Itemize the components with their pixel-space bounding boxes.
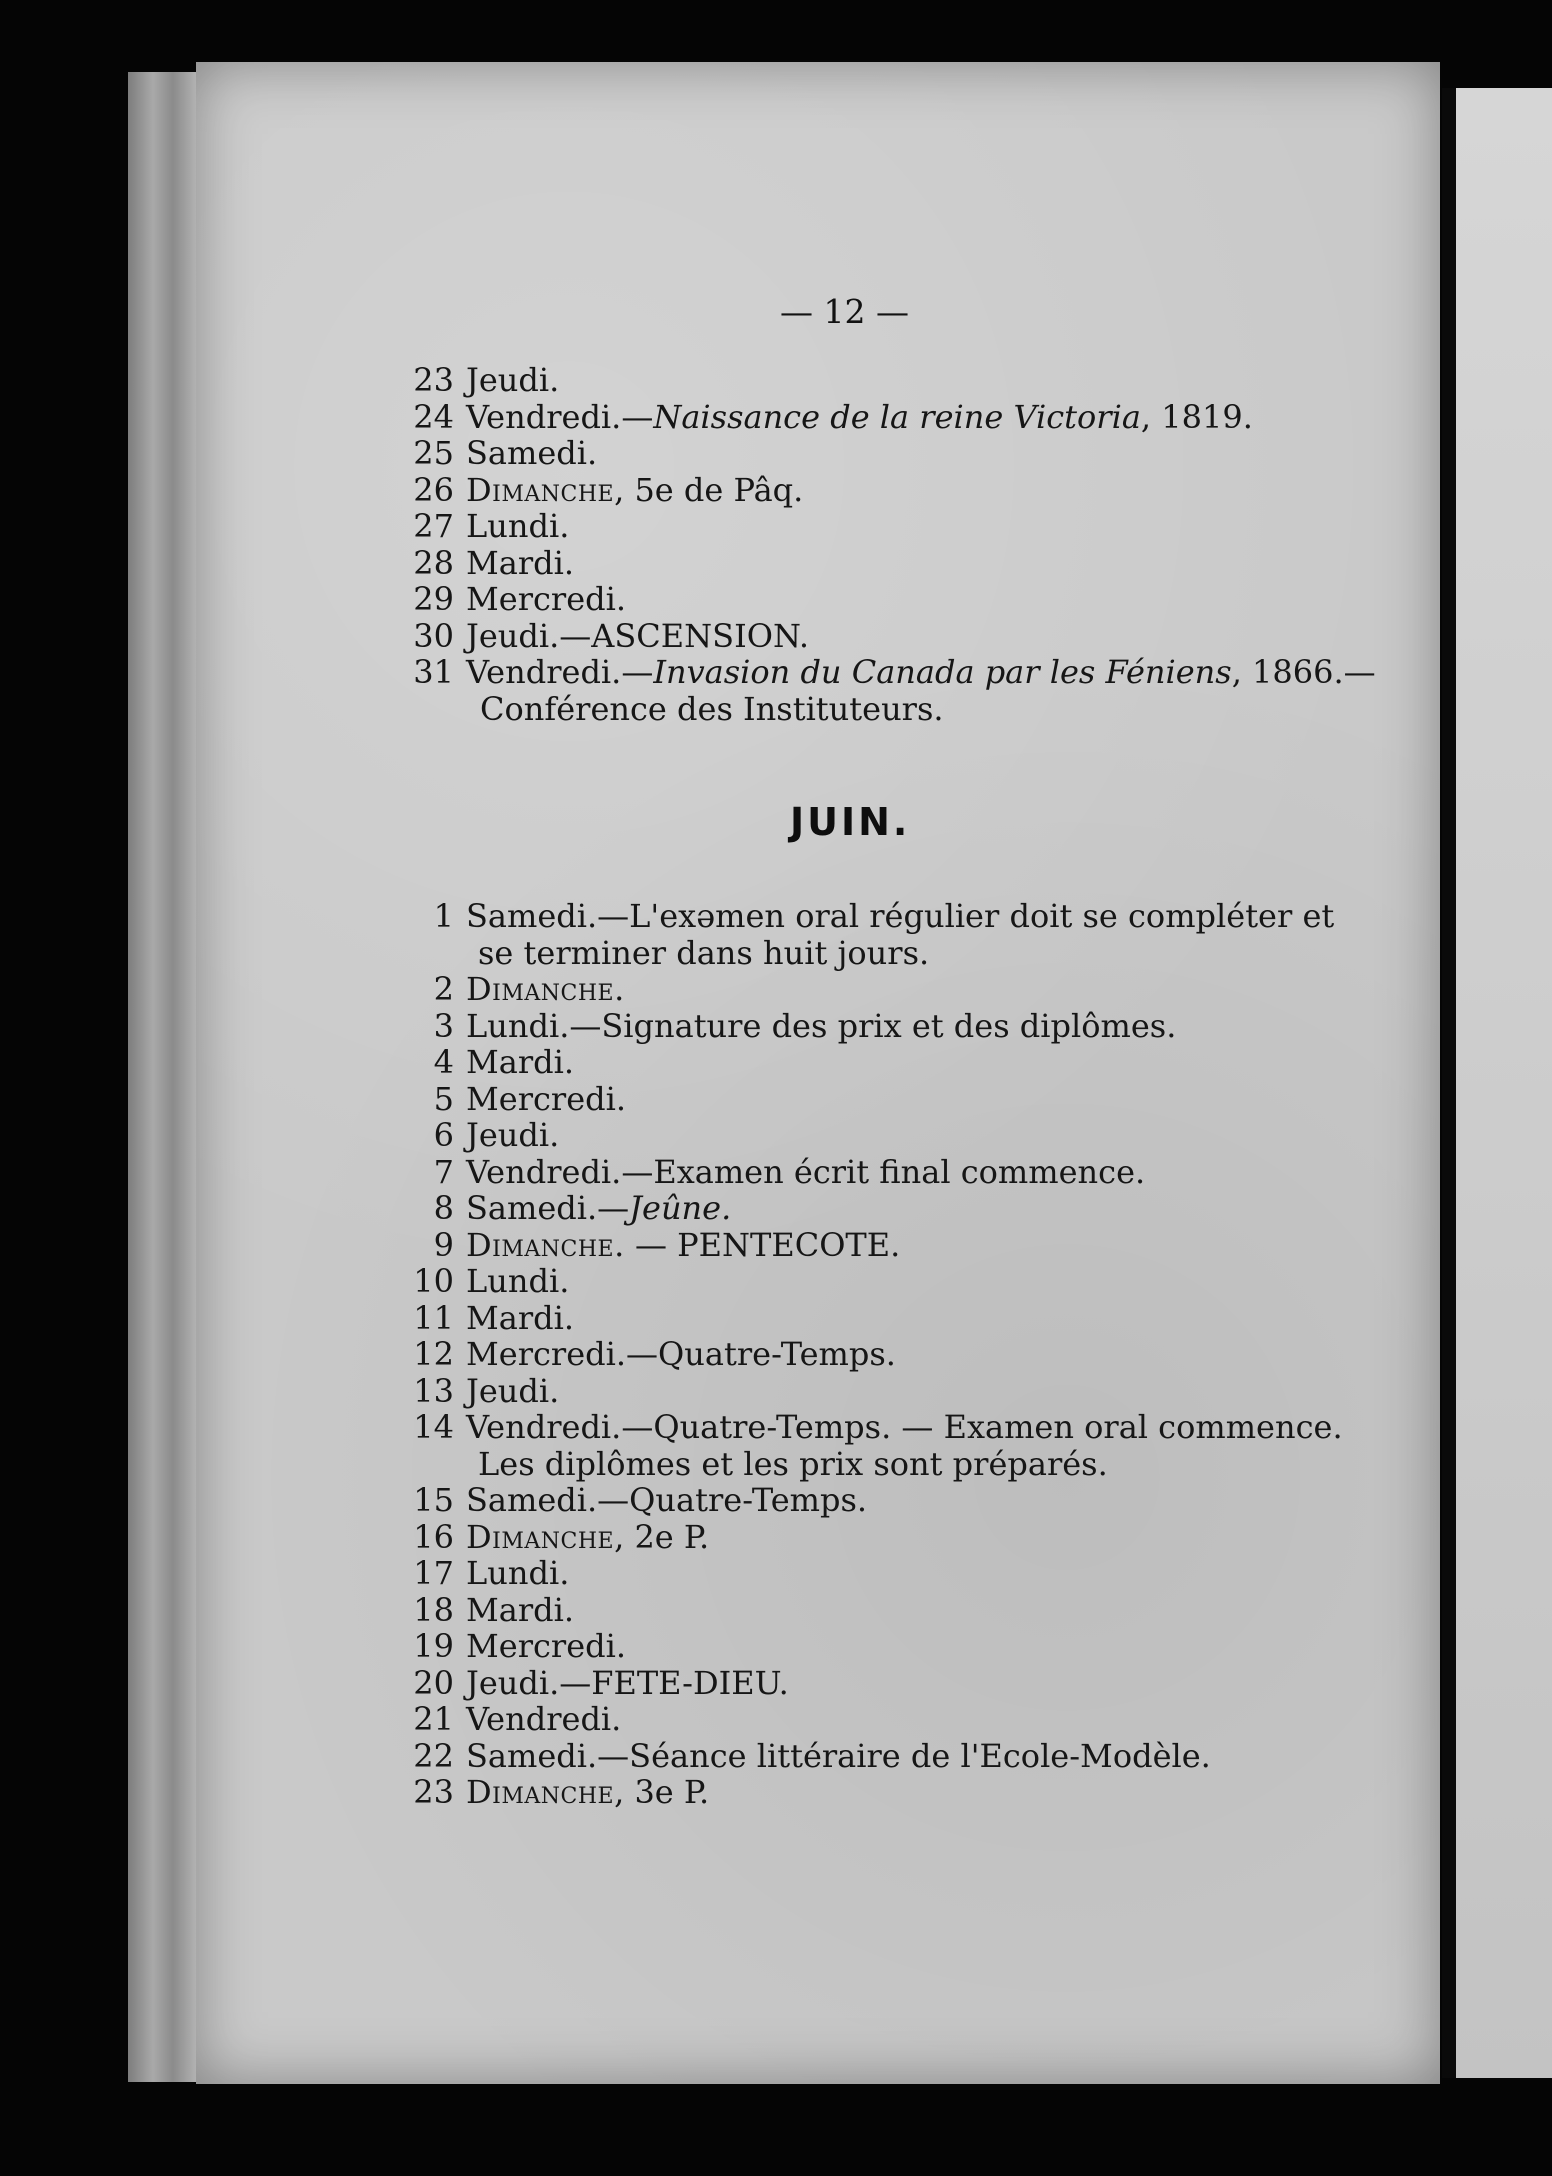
weekday-name: Lundi. [466,1554,570,1592]
entry-note: Invasion du Canada par les Féniens [653,653,1232,691]
day-number: 11 [413,1298,454,1337]
entry-text: , 2e P. [614,1517,710,1556]
entry-continuation: Conférence des Instituteurs. [480,689,944,728]
calendar-entry [398,1663,789,1703]
weekday-name: Mardi. [466,1298,575,1337]
weekday-name: Vendredi. [466,1408,622,1446]
day-number: 24 [413,397,454,436]
entry-text: , 5e de Pâq. [614,470,804,509]
day-number: 28 [413,543,454,582]
calendar-entry [398,1152,1145,1192]
weekday-name: Dimanche. [466,970,625,1008]
weekday-name: Jeudi. [466,1371,560,1410]
entry-text: —L'exəmen oral régulier doit se compléter et [597,897,1335,935]
weekday-name: Vendredi. [466,1700,622,1738]
weekday-name: Dimanche [466,1773,615,1811]
calendar-entry [398,1298,574,1338]
page-gutter-rule [1442,88,1456,2078]
weekday-name: Vendredi. [466,653,622,691]
weekday-name: Dimanche [466,470,615,509]
day-number: 19 [413,1627,454,1665]
day-number: 20 [413,1663,454,1702]
day-number: 1 [433,897,454,935]
day-number: 30 [413,616,454,655]
calendar-entry [398,1006,1176,1046]
calendar-entry [398,433,597,473]
calendar-entry [398,1334,896,1374]
weekday-name: Mardi. [466,1043,575,1081]
calendar-entry [398,1115,559,1155]
calendar-entry [398,470,803,510]
entry-text-after: , 1819. [1140,397,1253,436]
weekday-name: Samedi. [466,1736,598,1775]
day-number: 14 [413,1408,454,1446]
calendar-entry [398,652,1376,692]
entry-text: — PENTECOTE. [624,1225,901,1264]
entry-continuation: Les diplômes et les prix sont préparés. [478,1444,1108,1483]
day-number: 7 [433,1152,454,1191]
weekday-name: Mardi. [466,543,575,582]
calendar-entry [398,1736,1211,1776]
day-number: 3 [433,1006,454,1045]
entry-text: , 3e P. [614,1773,710,1811]
calendar-entry [398,1188,731,1228]
day-number: 18 [413,1590,454,1629]
day-number: 15 [413,1481,454,1519]
calendar-entry [398,1407,1343,1447]
entry-text: —FETE-DIEU. [559,1663,789,1702]
weekday-name: Lundi. [466,1262,570,1300]
weekday-name: Lundi. [466,507,570,545]
entry-note: Naissance de la reine Victoria [653,397,1141,436]
calendar-entry [398,1590,574,1630]
calendar-entry [398,1371,559,1411]
entry-continuation: se terminer dans huit jours. [478,933,930,972]
day-number: 25 [413,434,454,472]
day-number: 16 [413,1517,454,1556]
day-number: 21 [413,1700,454,1738]
weekday-name: Mercredi. [466,1079,627,1118]
calendar-entry [398,506,569,546]
calendar-entry [398,543,574,583]
calendar-entry [398,1699,621,1739]
entry-text: — [597,1189,630,1227]
month-heading: JUIN. [790,800,911,844]
calendar-entry [398,1553,569,1593]
day-number: 6 [433,1116,454,1154]
weekday-name: Mercredi. [466,580,627,618]
weekday-name: Vendredi. [466,1152,622,1191]
calendar-entry [398,360,559,400]
weekday-name: Jeudi. [466,361,560,399]
page-number: — 12 — [780,292,909,331]
weekday-name: Jeudi. [466,616,560,655]
weekday-name: Vendredi. [466,397,622,436]
entry-text: —Quatre-Temps. — Examen oral commence. [621,1408,1343,1446]
calendar-entry [398,896,1334,936]
entry-text: —Quatre-Temps. [626,1335,896,1373]
entry-note: Jeûne. [629,1189,732,1227]
entry-text-after: , 1866.— [1231,653,1376,691]
entry-text: — [621,653,654,691]
entry-text: —Signature des prix et des diplômes. [569,1006,1177,1045]
entry-text: —Séance littéraire de l'Ecole-Modèle. [597,1736,1211,1775]
day-number: 10 [413,1262,454,1300]
weekday-name: Jeudi. [466,1663,560,1702]
day-number: 27 [413,507,454,545]
entry-text: —Examen écrit final commence. [621,1152,1146,1191]
day-number: 8 [433,1189,454,1227]
calendar-entry [398,1626,626,1666]
calendar-entry [398,1042,574,1082]
adjacent-page-strip [1456,88,1552,2078]
calendar-entry [398,1079,626,1119]
weekday-name: Mercredi. [466,1627,627,1665]
calendar-entry [398,616,809,656]
calendar-entry [398,1480,867,1520]
weekday-name: Dimanche [466,1517,615,1556]
calendar-entry [398,1517,709,1557]
calendar-entry [398,579,626,619]
weekday-name: Dimanche. [466,1225,625,1264]
day-number: 2 [433,970,454,1008]
weekday-name: Mardi. [466,1590,575,1629]
calendar-entry [398,969,625,1009]
day-number: 26 [413,470,454,509]
entry-text: —Quatre-Temps. [597,1481,868,1519]
day-number: 23 [413,361,454,399]
day-number: 31 [413,653,454,691]
day-number: 17 [413,1554,454,1592]
book-page [196,62,1440,2084]
weekday-name: Samedi. [466,1481,598,1519]
day-number: 12 [413,1335,454,1373]
weekday-name: Mercredi. [466,1335,627,1373]
weekday-name: Samedi. [466,1189,598,1227]
weekday-name: Samedi. [466,434,598,472]
calendar-entry [398,1225,900,1265]
weekday-name: Jeudi. [466,1116,560,1154]
day-number: 13 [413,1371,454,1410]
day-number: 22 [413,1736,454,1775]
day-number: 9 [433,1225,454,1264]
calendar-entry [398,397,1253,437]
calendar-entry [398,1261,569,1301]
weekday-name: Lundi. [466,1006,570,1045]
entry-text: —ASCENSION. [559,616,810,655]
calendar-entry [398,1772,709,1812]
entry-text: — [621,397,654,436]
day-number: 4 [433,1043,454,1081]
weekday-name: Samedi. [466,897,598,935]
day-number: 23 [413,1773,454,1811]
day-number: 5 [433,1079,454,1118]
day-number: 29 [413,580,454,618]
